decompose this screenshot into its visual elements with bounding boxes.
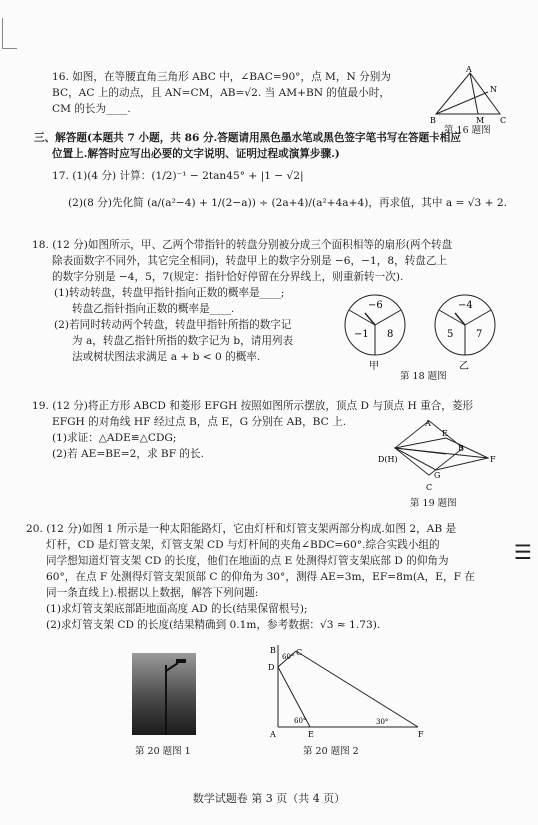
jia-number-1: −6 — [368, 300, 383, 311]
p18-line6: (2)若同时转动两个转盘，转盘甲指针所指的数字记 — [54, 319, 292, 331]
problem-17 — [52, 164, 507, 218]
p20-label-f: F — [418, 730, 424, 739]
p18-line3: 的数字分别是 −4，5，7(规定：指针恰好停留在分界线上，则重新转一次). — [52, 271, 404, 283]
menu-icon[interactable]: ☰ — [514, 540, 532, 564]
p20-label-a: A — [270, 730, 276, 739]
p19-label-a: A — [425, 419, 431, 428]
p20-label-c: C — [296, 648, 303, 657]
p19-line4: (2)若 AE=BE=2，求 BF 的长. — [52, 448, 204, 460]
p20-line4: 60°，在点 F 处测得灯管支架顶部 C 的仰角为 30°，测得 AE=3m，EF=8m(A，E，F 在 — [46, 571, 475, 583]
jia-number-2: −1 — [354, 329, 369, 340]
p18-line1: 18. (12 分)如图所示，甲、乙两个带指针的转盘分别被分成三个面积相等的扇形(两个转盘 — [32, 239, 453, 251]
p17-line2: (2)(8 分)先化简 (a/(a²−4) + 1/(2−a)) ÷ (2a+4)/(a²+4a+4)，再求值，其中 a = √3 + 2. — [68, 197, 507, 209]
p18-line7: 为 a，转盘乙指针所指的数字记为 b，请用列表 — [72, 335, 294, 347]
problem-20 — [26, 521, 475, 633]
p19-label-dh: D(H) — [378, 455, 398, 464]
p16-label-m: M — [476, 116, 485, 125]
page-footer: 数学试题卷 第 3 页（共 4 页） — [192, 792, 346, 805]
p18-caption: 第 18 题图 — [400, 371, 447, 382]
section-3-line2: 位置上.解答时应写出必要的文字说明、证明过程或演算步骤.) — [52, 148, 340, 160]
jia-number-3: 8 — [387, 329, 394, 340]
p16-label-b: B — [430, 116, 436, 125]
p19-label-c: C — [426, 483, 433, 492]
p16-line1: 16. 如图，在等腰直角三角形 ABC 中，∠BAC=90°，点 M，N 分别为 — [52, 71, 391, 83]
p20-caption-2: 第 20 题图 2 — [303, 746, 359, 757]
p16-label-a: A — [466, 65, 472, 74]
p19-figure — [380, 420, 510, 492]
p19-label-f: F — [490, 455, 496, 464]
p18-line5: 转盘乙指针指向正数的概率是____. — [72, 303, 235, 315]
p16-line3: CM 的长为____. — [52, 103, 131, 115]
p16-label-n: N — [490, 85, 497, 94]
p20-line7: (2)求灯管支架 CD 的长度(结果精确到 0.1m，参考数据：√3 ≈ 1.73). — [46, 619, 381, 631]
p20-line1: 20. (12 分)如图 1 所示是一种太阳能路灯，它由灯杆和灯管支架两部分构成.如图 2，AB 是 — [26, 523, 457, 535]
p19-label-b: B — [458, 444, 464, 453]
yi-number-1: −4 — [458, 300, 473, 311]
p17-line1: 17. (1)(4 分) 计算：(1/2)⁻¹ − 2tan45° + |1 − √2| — [52, 170, 304, 182]
p20-label-d: D — [268, 663, 275, 672]
p20-label-e: E — [308, 730, 314, 739]
p20-caption-1: 第 20 题图 1 — [135, 746, 191, 757]
p20-figure-2 — [268, 645, 424, 739]
p16-caption: 第 16 题图 — [444, 125, 491, 136]
p20-line2: 灯杆，CD 是灯管支架，灯管支架 CD 与灯杆间的夹角∠BDC=60°.综合实践小组的 — [46, 539, 440, 551]
p20-line5: 同一条直线上).根据以上数据，解答下列问题: — [46, 587, 259, 599]
p19-line1: 19. (12 分)将正方形 ABCD 和菱形 EFGH 按照如图所示摆放，顶点 D 与顶点 H 重合，菱形 — [32, 400, 474, 412]
p18-line8: 法或树状图法求满足 a + b < 0 的概率. — [72, 351, 261, 363]
p16-label-c: C — [500, 116, 507, 125]
p19-label-e: E — [442, 429, 448, 438]
p18-line4: (1)转动转盘，转盘甲指针指向正数的概率是____; — [54, 287, 285, 299]
p16-figure — [430, 65, 510, 128]
problem-16 — [52, 69, 391, 117]
p20-angle-f: 30° — [376, 718, 389, 726]
p20-line3: 同学想知道灯管支架 CD 的长度，他们在地面的点 E 处测得灯管支架底部 D 的仰角为 — [46, 555, 449, 567]
spinner-yi — [435, 295, 495, 372]
p19-line2: EFGH 的对角线 HF 经过点 B，点 E，G 分别在 AB，BC 上. — [52, 416, 347, 428]
lamp-silhouette — [132, 653, 196, 735]
p20-line6: (1)求灯管支架底部距地面高度 AD 的长(结果保留根号); — [46, 603, 308, 615]
p19-line3: (1)求证：△ADE≌△CDG; — [52, 432, 177, 444]
p18-line2: 除表面数字不同外，其它完全相同)，转盘甲上的数字分别是 −6，−1，8，转盘乙上 — [52, 255, 448, 267]
crop-mark — [2, 18, 17, 49]
section-3-line1: 三、解答题(本题共 7 小题，共 86 分.答题请用黑色墨水笔或黑色签字笔书写在答题卡相应 — [34, 132, 461, 144]
spinner-jia — [345, 295, 405, 372]
jia-label: 甲 — [369, 361, 379, 372]
yi-number-3: 7 — [476, 329, 483, 340]
p20-angle-e: 60° — [294, 717, 307, 725]
yi-label: 乙 — [459, 361, 469, 372]
section-3-heading — [34, 130, 461, 162]
yi-number-2: 5 — [447, 329, 454, 340]
street-lamp-photo — [132, 653, 196, 735]
p20-angle-bdc: 60° — [282, 653, 295, 661]
p18-spinners — [345, 291, 515, 376]
p19-label-g: G — [434, 471, 441, 480]
p20-label-b: B — [270, 646, 276, 655]
p19-caption: 第 19 题图 — [410, 498, 457, 509]
p16-line2: BC，AC 上的动点，且 AN=CM，AB=√2. 当 AM+BN 的值最小时， — [52, 87, 390, 99]
